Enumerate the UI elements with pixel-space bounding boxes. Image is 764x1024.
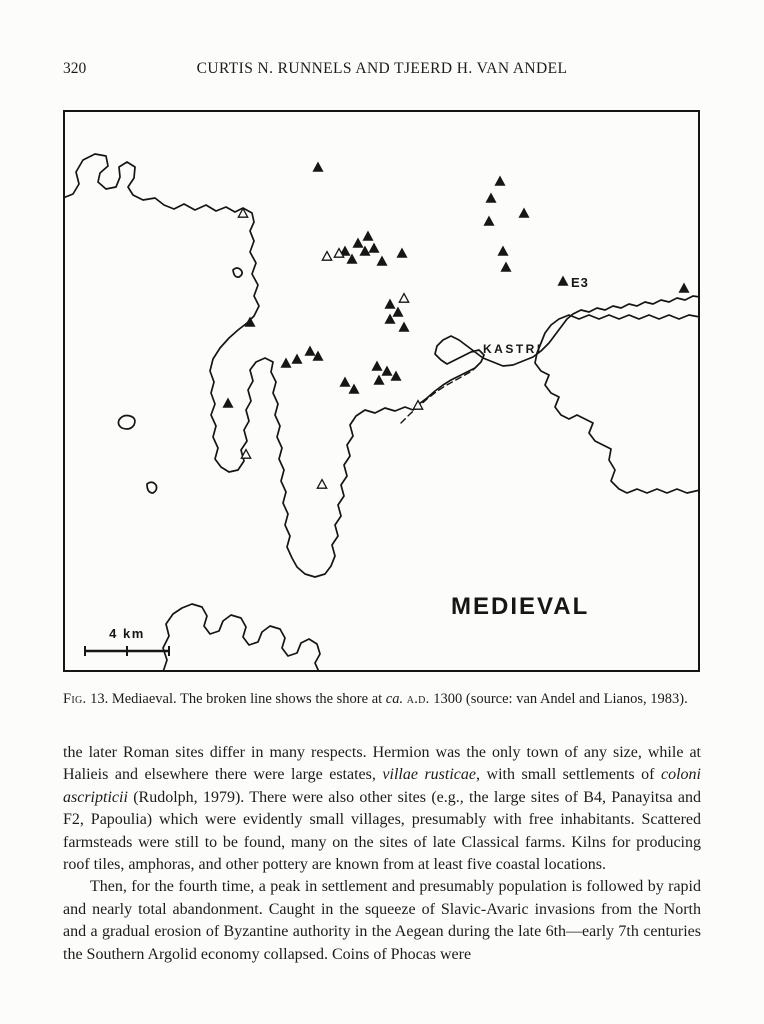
map-border [64, 111, 699, 671]
figure-caption [63, 690, 701, 709]
running-title: CURTIS N. RUNNELS AND TJEERD H. VAN ANDEL [196, 60, 568, 77]
map-label-medieval: MEDIEVAL [451, 593, 590, 620]
text-segment: ca. [385, 691, 404, 707]
text-segment: , with small settlements of [476, 766, 661, 784]
paragraph [63, 742, 701, 876]
figure-map [63, 110, 700, 672]
text-segment: the later Roman sites differ in many respects. Hermion was the only town of any size, while at Halieis and elsewhere there were large estates, [63, 744, 701, 784]
text-segment: Then, for the fourth time, a peak in settlement and presumably population is followed by rapid and nearly total abandonment. Caught in the squeeze of Slavic-Avaric invasions from the North and a gradual erosion of Byzantine authority in the Aegean during the late 6th—early 7th centuries the Southern Argolid economy collapsed. Coins of Phocas were [63, 878, 701, 963]
text-segment: 1300 (source: van Andel and Lianos, 1983). [429, 691, 688, 707]
text-segment: (Rudolph, 1979). There were also other sites (e.g., the large sites of B4, Panayitsa and F2, Papoulia) which were evidently small villages, presumably with free inhabitants. Scattered farmsteads were still to be found, many on the sites of late Classical farms. Kilns for producing roof tiles, amphoras, and other pottery are known from at least five coastal locations. [63, 788, 701, 873]
body-text [63, 742, 701, 966]
text-segment: Fig. [63, 691, 87, 707]
map-label-scale-label: 4 km [109, 626, 145, 641]
map-label-e3: E3 [571, 275, 589, 290]
text-segment: villae rusticae [382, 766, 476, 784]
map-label-kastri: KASTRI [483, 342, 543, 356]
map-svg [63, 110, 700, 672]
text-segment: a.d. [406, 691, 430, 707]
page-number: 320 [63, 60, 87, 77]
page-header [63, 60, 701, 80]
text-segment: 13. Mediaeval. The broken line shows the shore at [86, 691, 386, 707]
paragraph [63, 876, 701, 966]
text-segment: coloni ascripticii [63, 766, 701, 806]
